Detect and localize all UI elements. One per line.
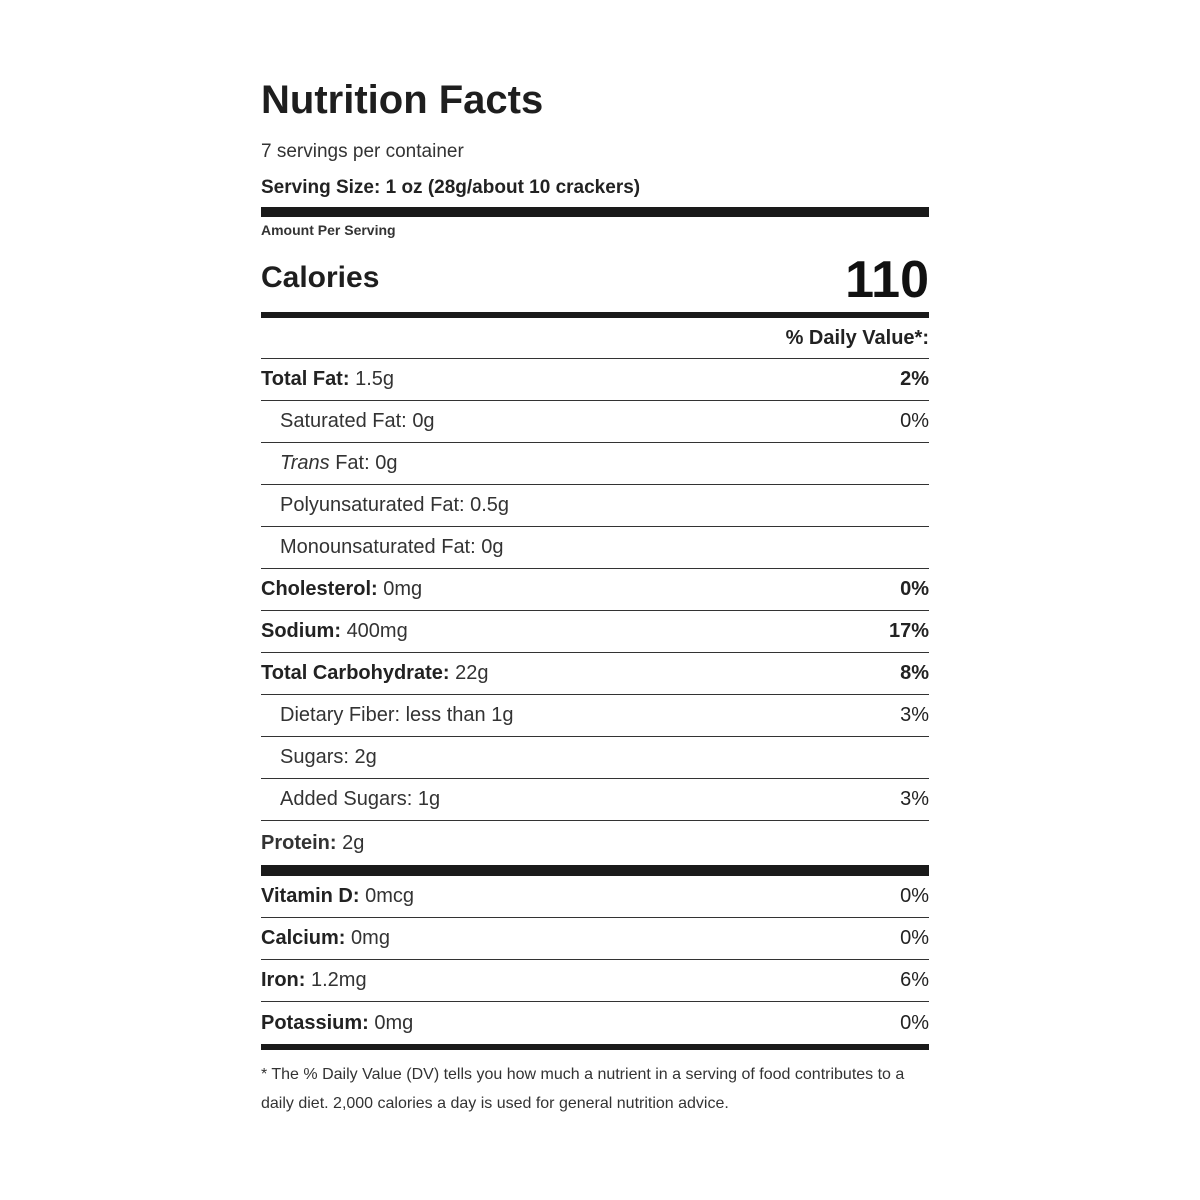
nutrient-name: Polyunsaturated Fat: xyxy=(280,494,465,516)
nutrient-dv: 0% xyxy=(900,578,929,600)
vitamin-row-vitamin-d xyxy=(261,876,929,918)
nutrient-row-protein xyxy=(261,821,929,865)
label-title: Nutrition Facts xyxy=(261,78,544,122)
vitamin-row-iron xyxy=(261,960,929,1002)
nutrition-facts-label xyxy=(261,72,929,1118)
nutrient-row-monounsaturated-fat xyxy=(261,527,929,569)
vitamin-dv: 0% xyxy=(900,1011,929,1034)
nutrient-row-added-sugars xyxy=(261,779,929,821)
nutrient-amount: 0mg xyxy=(383,578,423,600)
nutrient-dv: 0% xyxy=(900,410,929,432)
nutrient-name: Sugars: xyxy=(280,746,349,768)
vitamin-amount: 0mg xyxy=(351,927,390,949)
nutrient-dv: 8% xyxy=(900,662,929,684)
amount-per-serving: Amount Per Serving xyxy=(261,222,396,238)
nutrient-dv: 3% xyxy=(900,788,929,810)
nutrient-amount: 0g xyxy=(375,452,398,474)
nutrient-row-polyunsaturated-fat xyxy=(261,485,929,527)
nutrient-amount: 22g xyxy=(455,662,489,684)
nutrient-amount: less than 1g xyxy=(405,704,514,726)
daily-value-header: % Daily Value*: xyxy=(261,318,929,359)
nutrient-name: Total Carbohydrate: xyxy=(261,662,450,684)
nutrient-amount: 2g xyxy=(342,831,365,854)
nutrient-row-total-carbohydrate xyxy=(261,653,929,695)
nutrient-name: Fat: xyxy=(335,452,370,474)
nutrient-name: Sodium: xyxy=(261,620,341,642)
vitamin-dv: 6% xyxy=(900,969,929,991)
nutrient-name: Monounsaturated Fat: xyxy=(280,536,476,558)
nutrient-amount: 0g xyxy=(481,536,504,558)
calories-row xyxy=(261,239,929,312)
nutrient-name: Added Sugars: xyxy=(280,788,413,810)
calories-label: Calories xyxy=(261,261,380,294)
thick-divider xyxy=(261,207,929,217)
nutrient-name: Protein: xyxy=(261,831,337,854)
vitamin-name: Vitamin D: xyxy=(261,885,360,907)
nutrient-dv: 3% xyxy=(900,704,929,726)
nutrient-row-saturated-fat xyxy=(261,401,929,443)
servings-per-container: 7 servings per container xyxy=(261,141,464,162)
nutrient-name: Saturated Fat: xyxy=(280,410,407,432)
nutrient-row-cholesterol xyxy=(261,569,929,611)
vitamin-row-potassium xyxy=(261,1002,929,1044)
nutrient-amount: 0g xyxy=(412,410,435,432)
nutrient-dv: 2% xyxy=(900,368,929,390)
vitamin-name: Iron: xyxy=(261,969,306,991)
nutrient-row-sodium xyxy=(261,611,929,653)
vitamin-dv: 0% xyxy=(900,927,929,949)
vitamin-amount: 0mg xyxy=(374,1011,414,1034)
serving-size xyxy=(261,176,929,200)
nutrient-row-trans-fat xyxy=(261,443,929,485)
nutrient-amount: 0.5g xyxy=(470,494,510,516)
nutrient-name-italic: Trans xyxy=(280,452,330,474)
vitamin-row-calcium xyxy=(261,918,929,960)
nutrient-dv: 17% xyxy=(888,620,929,642)
nutrient-row-sugars xyxy=(261,737,929,779)
nutrient-amount: 2g xyxy=(354,746,377,768)
nutrient-row-dietary-fiber xyxy=(261,695,929,737)
nutrient-name: Total Fat: xyxy=(261,368,350,390)
vitamin-name: Potassium: xyxy=(261,1011,369,1034)
nutrient-amount: 1g xyxy=(417,788,441,810)
nutrient-name: Cholesterol: xyxy=(261,578,378,600)
nutrient-row-total-fat xyxy=(261,359,929,401)
medium-divider xyxy=(261,1044,929,1050)
serving-size-label: Serving Size: xyxy=(261,177,381,198)
vitamin-dv: 0% xyxy=(900,885,929,907)
vitamin-amount: 1.2mg xyxy=(311,969,367,991)
nutrient-name: Dietary Fiber: xyxy=(280,704,401,726)
calories-value: 110 xyxy=(845,251,929,309)
vitamin-name: Calcium: xyxy=(261,927,346,949)
heavy-divider xyxy=(261,865,929,876)
vitamin-amount: 0mcg xyxy=(365,885,415,907)
footnote: * The % Daily Value (DV) tells you how much a nutrient in a serving of food contributes to a daily diet. 2,000 calories a day is used for general nutrition advice. xyxy=(261,1066,905,1112)
nutrient-amount: 1.5g xyxy=(355,368,395,390)
nutrient-amount: 400mg xyxy=(346,620,408,642)
serving-size-value: 1 oz (28g/about 10 crackers) xyxy=(385,177,641,198)
